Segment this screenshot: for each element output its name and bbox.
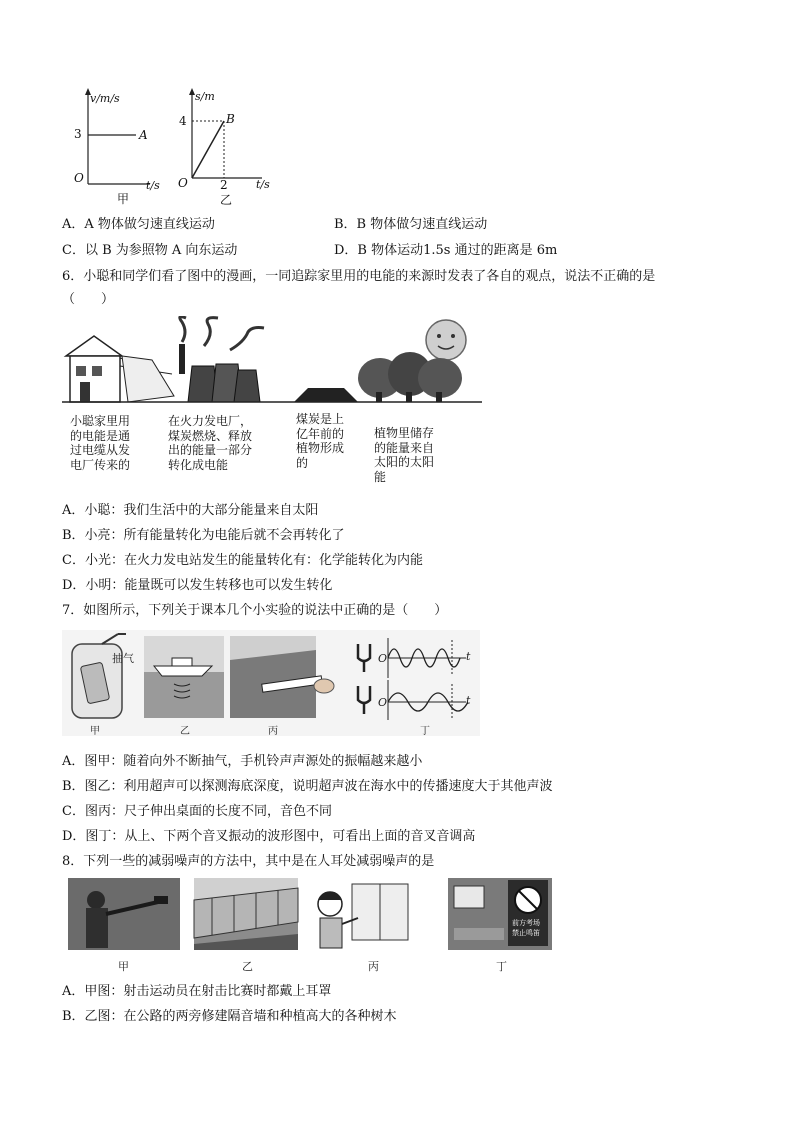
comic-panel-1-text	[70, 414, 130, 472]
graph-jia	[70, 86, 160, 211]
q7-option-c: C．图丙：尺子伸出桌面的长度不同，音色不同	[62, 804, 332, 819]
q6-option-c: C．小光：在火力发电站发生的能量转化有：化学能转化为内能	[62, 553, 423, 568]
q8-caption-jia: 甲	[118, 960, 129, 973]
graph-yi-y-tick: 4	[179, 114, 187, 128]
q8-caption-yi: 乙	[242, 960, 253, 973]
house-icon	[66, 336, 174, 402]
pump-label: 抽气	[112, 652, 134, 665]
wave-top-origin: O	[378, 652, 388, 665]
graph-yi-xlabel: t/s	[256, 178, 270, 191]
q7-caption-bing: 丙	[268, 726, 278, 737]
q7-caption-yi: 乙	[180, 726, 190, 737]
sign-text-line-1: 前方考场	[512, 919, 540, 927]
q8-option-a: A．甲图：射击运动员在射击比赛时都戴上耳罩	[62, 984, 332, 999]
trees-icon	[358, 352, 462, 402]
comic-panel-3-line: 亿年前的	[296, 426, 345, 441]
waveform-graph-bottom	[388, 680, 471, 720]
graph-yi-caption: 乙	[220, 193, 233, 207]
q8-caption-ding: 丁	[496, 960, 507, 973]
graph-yi	[176, 86, 276, 211]
sound-barrier-photo	[194, 878, 298, 950]
comic-panel-2-line: 转化成电能	[168, 457, 229, 472]
graph-jia-ylabel: v/m/s	[90, 92, 120, 105]
wave-bottom-origin: O	[378, 696, 388, 709]
comic-panel-1-line: 的电能是通	[70, 428, 131, 443]
q7-caption-jia: 甲	[90, 726, 100, 737]
shooter-photo	[68, 878, 180, 950]
comic-panel-3-line: 煤炭是上	[296, 412, 345, 426]
comic-panel-4-line: 能	[374, 469, 387, 484]
noise-reduction-figure	[62, 878, 562, 978]
q6-stem-line-2: （ ）	[62, 292, 115, 307]
comic-panel-3-line: 植物形成	[296, 441, 345, 455]
q6-stem-line-1: 6．小聪和同学们看了图中的漫画，一同追踪家里用的电能的来源时发表了各自的观点，说法不正确的是	[62, 269, 656, 284]
q7-option-a: A．图甲：随着向外不断抽气，手机铃声声源处的振幅越来越小	[62, 754, 423, 769]
comic-panel-4-line: 植物里储存	[374, 426, 435, 440]
q5-option-c: C．以 B 为参照物 A 向东运动	[62, 243, 238, 258]
energy-comic-figure	[62, 316, 482, 496]
comic-panel-1-line: 过电缆从发	[70, 443, 131, 457]
q7-option-d: D．图丁：从上、下两个音叉振动的波形图中，可看出上面的音叉音调高	[62, 829, 476, 844]
comic-panel-3-line: 的	[296, 455, 309, 470]
q7-caption-ding: 丁	[420, 726, 430, 737]
power-plant-icon	[179, 317, 264, 402]
graph-yi-point-label: B	[226, 112, 235, 126]
girl-cartoon	[306, 878, 412, 950]
q8-caption-bing: 丙	[368, 960, 379, 973]
q5-option-row-2	[62, 242, 742, 260]
bell-jar-icon	[72, 634, 126, 718]
graph-jia-y-tick: 3	[74, 127, 82, 141]
comic-panel-1-line: 小聪家里用	[70, 414, 131, 428]
sound-experiments-figure	[62, 630, 480, 736]
comic-panel-2-line: 出的能量一部分	[168, 443, 253, 457]
graph-jia-xlabel: t/s	[146, 179, 160, 192]
graph-yi-origin: O	[178, 176, 188, 190]
q7-stem: 7．如图所示，下列关于课本几个小实验的说法中正确的是（ ）	[62, 603, 448, 618]
graph-yi-ylabel: s/m	[195, 90, 215, 103]
q5-option-b: B．B 物体做匀速直线运动	[334, 217, 488, 232]
graph-jia-caption: 甲	[117, 192, 130, 206]
comic-panel-2-text	[168, 414, 252, 472]
sign-text-line-2: 禁止鸣笛	[512, 929, 540, 937]
coal-mound-icon	[294, 388, 358, 402]
sun-icon	[426, 320, 466, 360]
q5-option-d: D．B 物体运动1.5s 通过的距离是 6m	[334, 243, 558, 258]
comic-panel-2-line: 在火力发电厂，	[168, 414, 253, 428]
q6-option-b: B．小亮：所有能量转化为电能后就不会再转化了	[62, 528, 345, 543]
comic-panel-4-line: 的能量来自	[374, 440, 435, 455]
q8-stem: 8．下列一些的减弱噪声的方法中，其中是在人耳处减弱噪声的是	[62, 854, 435, 869]
comic-panel-3-text	[296, 412, 344, 470]
q5-option-a: A．A 物体做匀速直线运动	[62, 217, 215, 232]
boat-sonar-icon	[144, 636, 224, 718]
wave-top-t: t	[466, 650, 471, 663]
graph-jia-origin: O	[74, 171, 84, 185]
comic-panel-2-line: 煤炭燃烧、释放	[168, 428, 253, 443]
no-horn-sign-photo	[448, 878, 552, 950]
ruler-table-icon	[230, 636, 334, 718]
comic-panel-4-text	[374, 426, 434, 484]
comic-panel-4-line: 太阳的太阳	[374, 455, 435, 469]
q6-option-a: A．小聪：我们生活中的大部分能量来自太阳	[62, 503, 319, 518]
q6-option-d: D．小明：能量既可以发生转移也可以发生转化	[62, 578, 333, 593]
q8-option-b: B．乙图：在公路的两旁修建隔音墙和种植高大的各种树木	[62, 1009, 397, 1024]
q5-option-row-1	[62, 216, 742, 234]
graph-jia-series-label: A	[139, 128, 148, 142]
q7-option-b: B．图乙：利用超声可以探测海底深度，说明超声波在海水中的传播速度大于其他声波	[62, 779, 553, 794]
tuning-fork-icon	[358, 644, 370, 714]
comic-panel-1-line: 电厂传来的	[70, 457, 131, 472]
graph-yi-x-tick: 2	[220, 178, 228, 192]
waveform-graph-top	[388, 638, 466, 678]
wave-bottom-t: t	[466, 694, 471, 707]
